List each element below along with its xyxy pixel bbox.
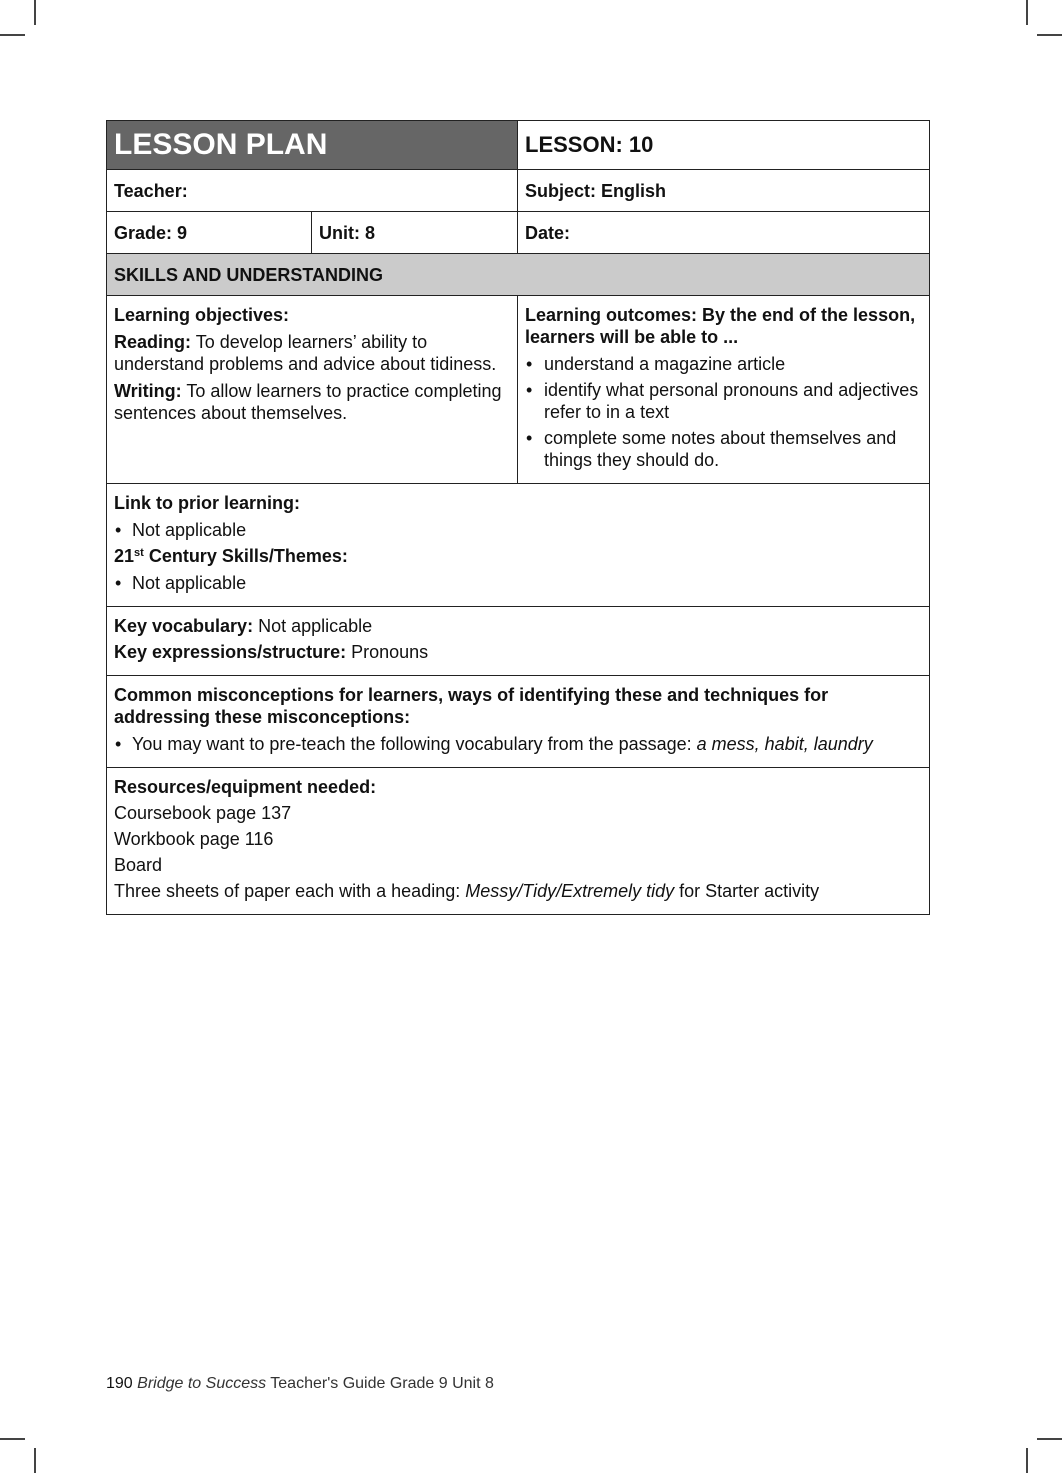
outcomes-heading: Learning outcomes: By the end of the lesson, learners will be able to ... — [525, 305, 916, 347]
prior-learning-row — [107, 484, 930, 607]
vocabulary-words: a mess, habit, laundry — [696, 734, 873, 754]
crop-mark — [0, 1438, 25, 1440]
resource-item: Workbook page 116 — [114, 829, 274, 849]
lesson-number: LESSON: 10 — [518, 121, 930, 170]
title-row — [107, 121, 930, 170]
subject-field: Subject: English — [518, 170, 930, 212]
teacher-field: Teacher: — [107, 170, 518, 212]
list-item: • understand a magazine article — [525, 353, 922, 375]
resource-text: Three sheets of paper each with a heading: — [114, 881, 466, 901]
resources-row — [107, 768, 930, 915]
unit-field: Unit: 8 — [312, 212, 518, 254]
key-expressions-value: Pronouns — [346, 642, 429, 662]
century-skills-list — [114, 572, 922, 594]
century-skills-label: Century Skills/Themes: — [143, 546, 348, 566]
skills-heading: SKILLS AND UNDERSTANDING — [107, 254, 930, 296]
list-item: • identify what personal pronouns and adjectives refer to in a text — [525, 379, 922, 423]
crop-mark — [1026, 0, 1028, 25]
resource-item — [114, 880, 922, 902]
lesson-plan-table — [106, 120, 930, 915]
lesson-plan-title: LESSON PLAN — [107, 121, 518, 170]
skills-row — [107, 254, 930, 296]
vocabulary-row — [107, 607, 930, 676]
resource-item: Board — [114, 855, 163, 875]
objectives-row — [107, 296, 930, 484]
writing-label: Writing: — [114, 381, 182, 401]
misconceptions-heading: Common misconceptions for learners, ways of identifying these and techniques for addressing these misconceptions: — [114, 685, 829, 727]
list-item — [114, 733, 922, 755]
century-number: 21 — [114, 546, 135, 566]
ordinal-suffix: st — [134, 547, 144, 559]
crop-mark — [34, 0, 36, 25]
resource-headings: Messy/Tidy/Extremely tidy — [465, 881, 675, 901]
list-item: • Not applicable — [114, 519, 922, 541]
prior-learning-cell — [107, 484, 930, 607]
key-expressions-label: Key expressions/structure: — [114, 642, 347, 662]
resource-text-end: for Starter activity — [674, 881, 820, 901]
crop-mark — [34, 1448, 36, 1473]
list-item: • Not applicable — [114, 572, 922, 594]
objectives-heading: Learning objectives: — [114, 305, 290, 325]
learning-objectives-cell — [107, 296, 518, 484]
reading-text: To develop learners’ ability to understand problems and advice about tidiness. — [114, 332, 497, 374]
learning-outcomes-cell — [518, 296, 930, 484]
resource-item: Coursebook page 137 — [114, 803, 292, 823]
crop-mark — [1037, 34, 1062, 36]
key-vocabulary — [114, 615, 922, 637]
book-title: Bridge to Success — [137, 1375, 267, 1392]
grade-field: Grade: 9 — [107, 212, 312, 254]
misconception-text: You may want to pre-teach the following vocabulary from the passage: — [132, 734, 697, 754]
misconceptions-row — [107, 676, 930, 768]
teacher-row — [107, 170, 930, 212]
reading-objective — [114, 331, 510, 375]
misconceptions-list — [114, 733, 922, 755]
page-number: 190 — [106, 1375, 133, 1392]
crop-mark — [1026, 1448, 1028, 1473]
grade-row — [107, 212, 930, 254]
writing-text: To allow learners to practice completing sentences about themselves. — [114, 381, 502, 423]
crop-mark — [0, 34, 25, 36]
reading-label: Reading: — [114, 332, 192, 352]
footer-text: Teacher's Guide Grade 9 Unit 8 — [266, 1375, 494, 1392]
date-field: Date: — [518, 212, 930, 254]
crop-mark — [1037, 1438, 1062, 1440]
misconceptions-cell — [107, 676, 930, 768]
prior-learning-list — [114, 519, 922, 541]
page-footer — [106, 1375, 494, 1393]
list-item: • complete some notes about themselves and things they should do. — [525, 427, 922, 471]
writing-objective — [114, 380, 510, 424]
resources-heading: Resources/equipment needed: — [114, 777, 377, 797]
key-expressions — [114, 641, 922, 663]
prior-learning-heading: Link to prior learning: — [114, 493, 301, 513]
resources-cell — [107, 768, 930, 915]
vocabulary-cell — [107, 607, 930, 676]
outcomes-list — [525, 353, 922, 471]
century-skills-heading — [114, 545, 922, 567]
key-vocabulary-value: Not applicable — [253, 616, 373, 636]
key-vocabulary-label: Key vocabulary: — [114, 616, 254, 636]
